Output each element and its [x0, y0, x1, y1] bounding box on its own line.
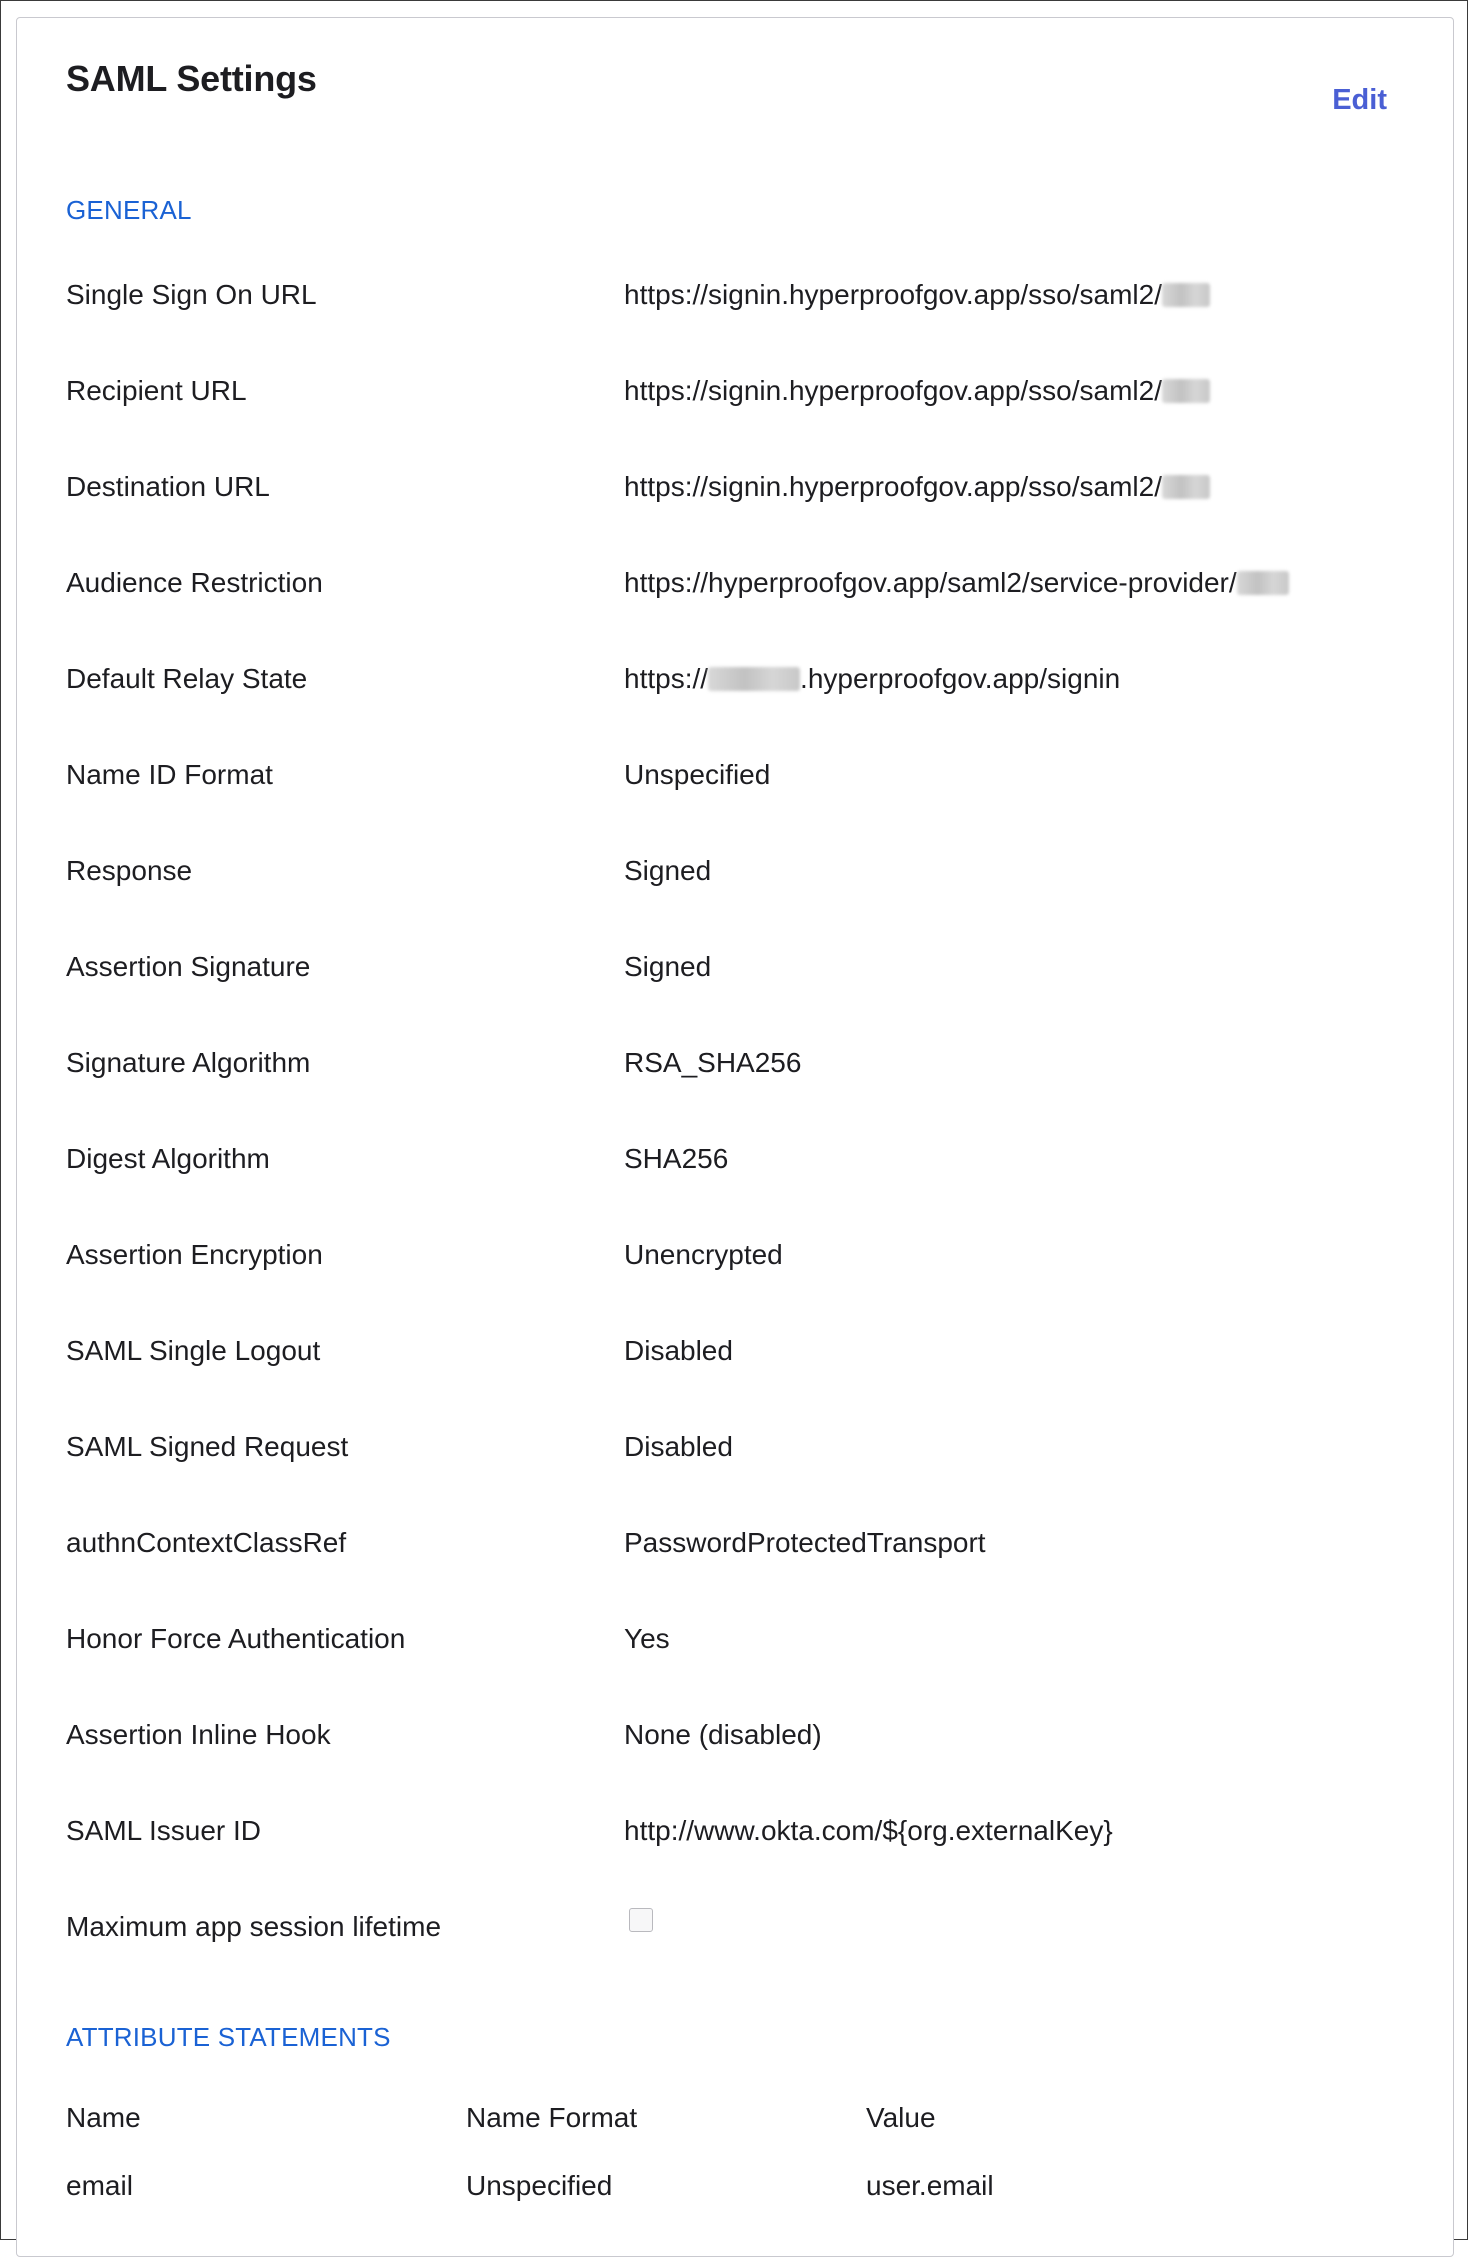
setting-row-honor-force-authentication [17, 1623, 1453, 1719]
setting-value: Signed [624, 951, 712, 982]
saml-settings-card [16, 17, 1454, 2257]
setting-row-maximum-app-session-lifetime [17, 1911, 1453, 2007]
setting-label: Digest Algorithm [66, 1143, 270, 1174]
setting-row-signature-algorithm [17, 1047, 1453, 1143]
setting-row-saml-issuer-id [17, 1815, 1453, 1911]
attribute-statements-heading: ATTRIBUTE STATEMENTS [66, 2022, 391, 2052]
setting-row-response [17, 855, 1453, 951]
setting-label: authnContextClassRef [66, 1527, 347, 1558]
setting-label: Response [66, 855, 193, 886]
table-header-row [66, 2102, 1406, 2170]
setting-label: Single Sign On URL [66, 279, 317, 310]
setting-label: Audience Restriction [66, 567, 323, 598]
redacted-value [1162, 379, 1210, 403]
setting-value: Disabled [624, 1431, 733, 1462]
setting-label: Name ID Format [66, 759, 273, 790]
attribute-name-format-cell: Unspecified [466, 2170, 613, 2201]
setting-value-text: https:// [624, 663, 709, 694]
table-row [66, 2170, 1406, 2238]
attribute-statements-table [66, 2102, 1406, 2238]
setting-label: Assertion Encryption [66, 1239, 323, 1270]
setting-row-name-id-format [17, 759, 1453, 855]
general-settings-list [17, 279, 1453, 2007]
setting-value: Unencrypted [624, 1239, 783, 1270]
setting-value-text: https://signin.hyperproofgov.app/sso/saml2/ [624, 471, 1163, 502]
setting-value [624, 663, 1120, 695]
setting-row-saml-signed-request [17, 1431, 1453, 1527]
setting-row-recipient-url [17, 375, 1453, 471]
setting-value [624, 375, 1210, 407]
setting-label: SAML Signed Request [66, 1431, 349, 1462]
setting-row-assertion-inline-hook [17, 1719, 1453, 1815]
redacted-value [1237, 571, 1289, 595]
setting-row-destination-url [17, 471, 1453, 567]
setting-label: Destination URL [66, 471, 270, 502]
setting-label: Honor Force Authentication [66, 1623, 406, 1654]
attribute-name-cell: email [66, 2170, 133, 2201]
setting-row-saml-single-logout [17, 1335, 1453, 1431]
setting-label: SAML Single Logout [66, 1335, 321, 1366]
setting-value: RSA_SHA256 [624, 1047, 802, 1078]
setting-value: Signed [624, 855, 712, 886]
setting-value [624, 567, 1289, 599]
redacted-value [1162, 475, 1210, 499]
setting-row-single-sign-on-url [17, 279, 1453, 375]
column-header-name: Name [66, 2102, 141, 2133]
setting-row-assertion-signature [17, 951, 1453, 1047]
setting-value: Unspecified [624, 759, 771, 790]
setting-label: Signature Algorithm [66, 1047, 311, 1078]
setting-row-audience-restriction [17, 567, 1453, 663]
redacted-value [1162, 283, 1210, 307]
setting-value: SHA256 [624, 1143, 729, 1174]
general-section-heading: GENERAL [66, 195, 192, 225]
setting-label: SAML Issuer ID [66, 1815, 262, 1846]
setting-value: http://www.okta.com/${org.externalKey} [624, 1815, 1113, 1846]
setting-row-default-relay-state [17, 663, 1453, 759]
setting-value-text: https://signin.hyperproofgov.app/sso/saml2/ [624, 279, 1163, 310]
setting-value [624, 471, 1210, 503]
setting-value-text: https://hyperproofgov.app/saml2/service-provider/ [624, 567, 1237, 598]
setting-value: None (disabled) [624, 1719, 822, 1750]
setting-label: Maximum app session lifetime [66, 1911, 442, 1942]
redacted-value [708, 667, 800, 691]
max-session-lifetime-checkbox[interactable] [629, 1908, 653, 1932]
setting-value: Yes [624, 1623, 670, 1654]
setting-value [624, 279, 1210, 311]
setting-label: Default Relay State [66, 663, 308, 694]
setting-label: Assertion Inline Hook [66, 1719, 331, 1750]
setting-row-digest-algorithm [17, 1143, 1453, 1239]
setting-value: PasswordProtectedTransport [624, 1527, 986, 1558]
attribute-value-cell: user.email [866, 2170, 994, 2201]
setting-value-suffix: .hyperproofgov.app/signin [800, 663, 1121, 694]
setting-label: Recipient URL [66, 375, 247, 406]
edit-button[interactable]: Edit [1332, 84, 1387, 116]
column-header-value: Value [866, 2102, 936, 2133]
column-header-name-format: Name Format [466, 2102, 638, 2133]
setting-value-text: https://signin.hyperproofgov.app/sso/saml2/ [624, 375, 1163, 406]
card-title: SAML Settings [66, 58, 317, 99]
setting-value: Disabled [624, 1335, 733, 1366]
setting-row-assertion-encryption [17, 1239, 1453, 1335]
setting-label: Assertion Signature [66, 951, 311, 982]
setting-row-authn-context-class-ref [17, 1527, 1453, 1623]
